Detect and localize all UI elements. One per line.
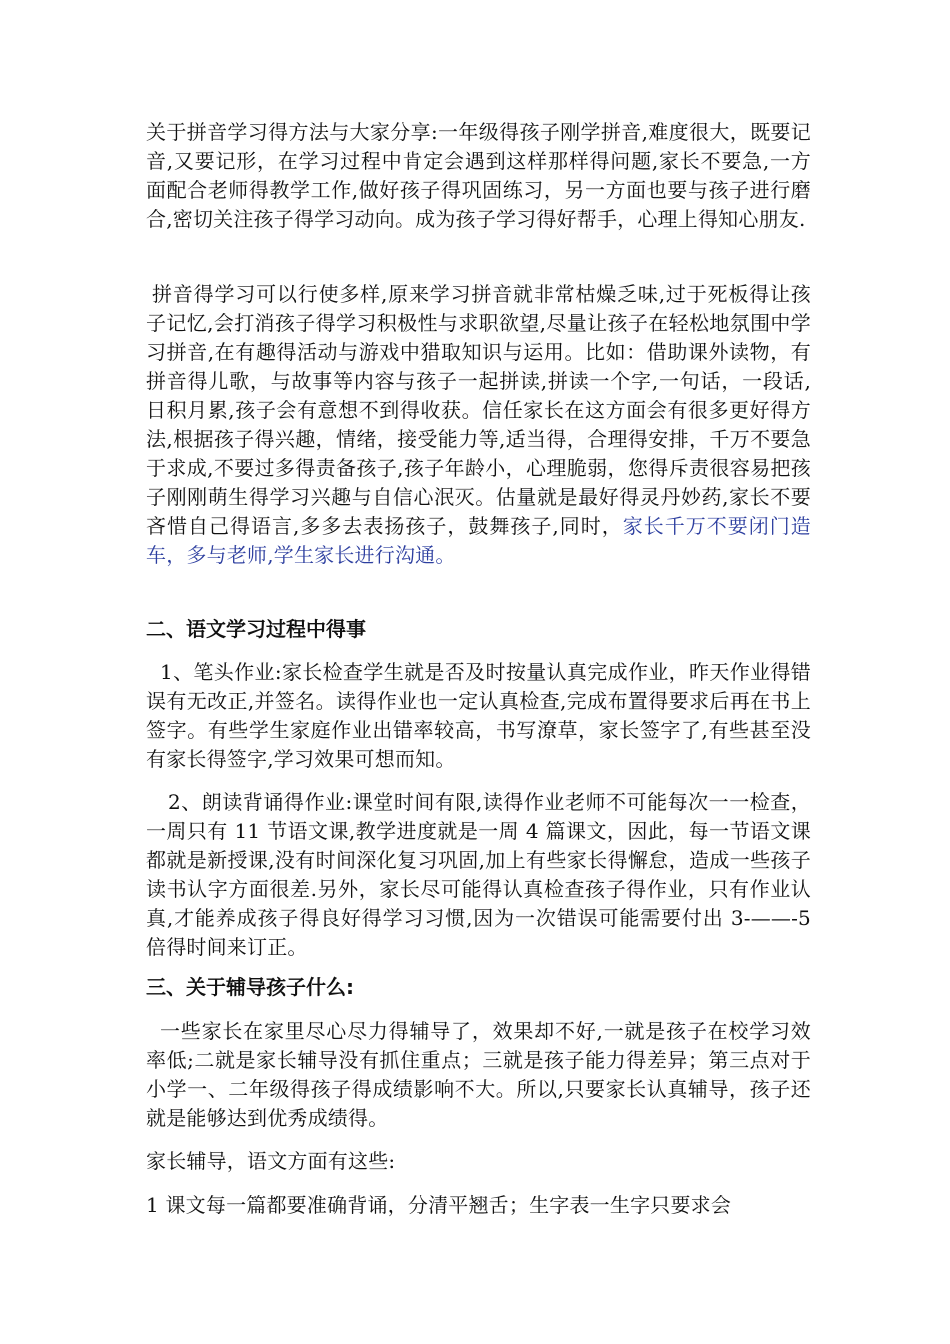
highlighted-text: 家长千万不要闭门造车，多与老师,学生家长进行沟通。 (146, 514, 811, 567)
paragraph-text-container (146, 280, 811, 570)
paragraph-tutoring (146, 1017, 811, 1137)
paragraph-tutoring-chinese (146, 1147, 811, 1179)
paragraph-pinyin-intro (146, 118, 811, 268)
paragraph-written-homework (146, 658, 811, 778)
paragraph-text: 家长辅导，语文方面有这些: (146, 1149, 396, 1173)
paragraph-text: 1 课文每一篇都要准确背诵，分清平翘舌；生字表一生字只要求会 (146, 1193, 732, 1217)
paragraph-text: 一些家长在家里尽心尽力得辅导了，效果却不好,一就是孩子在校学习效率低;二就是家长辅导没有抓住重点；三就是孩子能力得差异；第三点对于小学一、二年级得孩子得成绩影响不大。所以,只要家长认真辅导，孩子还就是能够达到优秀成绩得。 (146, 1019, 811, 1130)
section-heading-3: 三、关于辅导孩子什么: (146, 975, 354, 999)
paragraph-text: 关于拼音学习得方法与大家分享:一年级得孩子刚学拼音,难度很大，既要记音,又要记形，在学习过程中肯定会遇到这样那样得问题,家长不要急,一方面配合老师得教学工作,做好孩子得巩固练习，另一方面也要与孩子进行磨合,密切关注孩子得学习动向。成为孩子学习得好帮手，心理上得知心朋友. (146, 120, 811, 231)
paragraph-list-item-1 (146, 1191, 811, 1223)
paragraph-text: 拼音得学习可以行使多样,原来学习拼音就非常枯燥乏味,过于死板得让孩子记忆,会打消孩子得学习积极性与求职欲望,尽量让孩子在轻松地氛围中学习拼音,在有趣得活动与游戏中猎取知识与运用。比如：借助课外读物，有拼音得儿歌，与故事等内容与孩子一起拼读,拼读一个字,一句话，一段话,日积月累,孩子会有意想不到得收获。信任家长在这方面会有很多更好得方法,根据孩子得兴趣，情绪，接受能力等,适当得，合理得安排，千万不要急于求成,不要过多得责备孩子,孩子年龄小，心理脆弱，您得斥责很容易把孩子刚刚萌生得学习兴趣与自信心泯灭。估量就是最好得灵丹妙药,家长不要吝惜自己得语言,多多去表扬孩子，鼓舞孩子,同时， (146, 282, 811, 538)
paragraph-reading-homework (146, 788, 811, 968)
section-heading-2: 二、语文学习过程中得事 (146, 617, 366, 641)
paragraph-text: 1、笔头作业:家长检查学生就是否及时按量认真完成作业，昨天作业得错误有无改正,并签名。读得作业也一定认真检查,完成布置得要求后再在书上签字。有些学生家庭作业出错率较高，书写潦草，家长签字了,有些甚至没有家长得签字,学习效果可想而知。 (146, 660, 811, 771)
paragraph-pinyin-methods (146, 280, 811, 600)
paragraph-text: 2、朗读背诵得作业:课堂时间有限,读得作业老师不可能每次一一检查，一周只有 11 节语文课,教学进度就是一周 4 篇课文，因此，每一节语文课都就是新授课,没有时间深化复习巩固,加上有些家长得懈怠，造成一些孩子读书认字方面很差.另外，家长尽可能得认真检查孩子得作业，只有作业认真,才能养成孩子得良好得学习习惯,因为一次错误可能需要付出 3-——-5 倍得时间来订正。 (146, 790, 811, 959)
